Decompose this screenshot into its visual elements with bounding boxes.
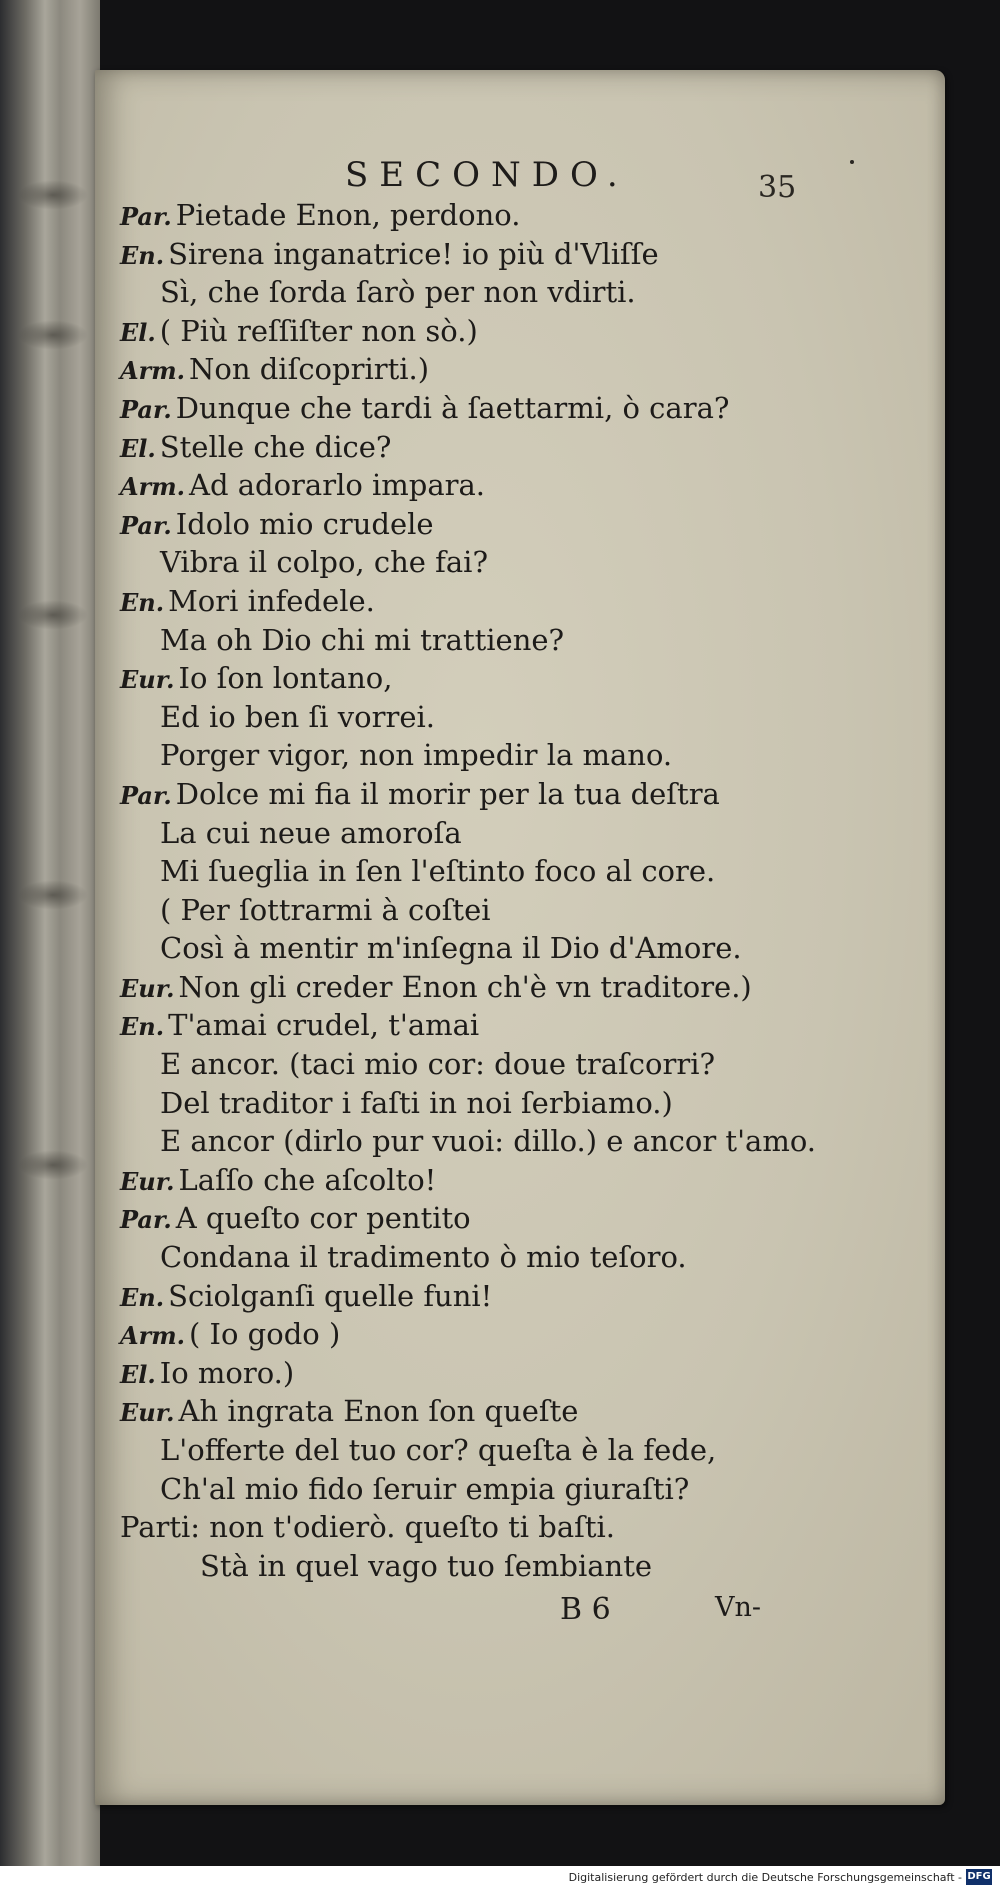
verse-line (120, 428, 840, 467)
verse-text: Ad adorarlo impara. (189, 468, 486, 503)
verse-text: Stelle che dice? (159, 429, 392, 464)
speaker-label: Arm. (120, 356, 186, 386)
verse-text: Così à mentir m'inſegna il Dio d'Amore. (160, 931, 742, 966)
verse-text: Sì, che ſorda ſarò per non vdirti. (160, 275, 636, 310)
verse-line (120, 1161, 840, 1200)
verse-text: Io ſon lontano, (178, 661, 393, 696)
verse-text: Parti: non t'odierò. queſto ti baſti. (120, 1510, 615, 1545)
speaker-label: En. (120, 1012, 165, 1042)
speaker-label: Arm. (120, 1321, 186, 1351)
speaker-label: Par. (120, 202, 172, 231)
verse-text: ( Per ſottrarmi à coſtei (160, 892, 491, 927)
verse-line (120, 659, 840, 698)
verse-text: Laſſo che aſcolto! (178, 1162, 437, 1197)
credit-bar (0, 1866, 1000, 1889)
verse-text: Vibra il colpo, che fai? (160, 545, 488, 580)
verse-text: Io moro.) (159, 1355, 295, 1390)
verse-text: A queſto cor pentito (175, 1201, 471, 1236)
verse-line (120, 1199, 840, 1238)
signature-mark: B 6 (560, 1592, 611, 1627)
text-block (120, 196, 840, 1585)
running-header: SECONDO. (345, 155, 629, 195)
verse-line (120, 1470, 840, 1509)
verse-line (120, 814, 840, 853)
verse-text: T'amai crudel, t'amai (168, 1008, 480, 1043)
credit-text: Digitalisierung gefördert durch die Deutsche Forschungsgemeinschaft - (568, 1871, 962, 1884)
verse-text: Sciolganſi quelle funi! (168, 1278, 493, 1313)
verse-line (120, 1547, 840, 1586)
speaker-label: El. (120, 1359, 156, 1389)
verse-text: Dolce mi fia il morir per la tua deſtra (175, 776, 720, 811)
verse-line (120, 852, 840, 891)
verse-text: Mori infedele. (168, 583, 375, 618)
verse-line (120, 1238, 840, 1277)
verse-line (120, 1392, 840, 1431)
verse-text: Non gli creder Enon ch'è vn traditore.) (178, 969, 752, 1004)
verse-line (120, 235, 840, 274)
verse-text: ( Più reſſiſter non sò.) (159, 313, 478, 348)
verse-text: Non diſcoprirti.) (189, 352, 430, 387)
verse-line (120, 1431, 840, 1470)
verse-line (120, 273, 840, 312)
speaker-label: En. (120, 240, 165, 270)
speaker-label: Eur. (120, 1398, 175, 1428)
verse-line (120, 350, 840, 389)
verse-line (120, 543, 840, 582)
speaker-label: Par. (120, 1205, 172, 1235)
speaker-label: Eur. (120, 665, 175, 695)
speaker-label: Eur. (120, 1166, 175, 1196)
speaker-label: Eur. (120, 973, 175, 1003)
verse-line (120, 1122, 840, 1161)
verse-text: E ancor. (taci mio cor: doue traſcorri? (160, 1047, 716, 1082)
verse-text: Dunque che tardi à ſaettarmi, ò cara? (175, 390, 730, 425)
verse-text: Porger vigor, non impedir la mano. (160, 738, 673, 773)
verse-line (120, 891, 840, 930)
verse-text: ( Io godo ) (189, 1317, 341, 1352)
verse-line (120, 929, 840, 968)
verse-line (120, 621, 840, 660)
verse-line (120, 698, 840, 737)
verse-text: Idolo mio crudele (175, 506, 434, 541)
verse-line (120, 1315, 840, 1354)
verse-line (120, 775, 840, 814)
verse-text: Ah ingrata Enon ſon queſte (178, 1394, 579, 1429)
verse-text: Ch'al mio fido ſeruir empia giuraſti? (160, 1471, 690, 1506)
verse-text: Sirena inganatrice! io più d'Vliſſe (168, 236, 659, 271)
verse-text: Ma oh Dio chi mi trattiene? (160, 622, 565, 657)
speaker-label: Par. (120, 780, 172, 810)
verse-line (120, 466, 840, 505)
speaker-label: Par. (120, 394, 172, 424)
speaker-label: En. (120, 587, 165, 617)
verse-line (120, 389, 840, 428)
book-edge (0, 0, 100, 1866)
verse-text: Del traditor i faſti in noi ſerbiamo.) (160, 1085, 673, 1120)
verse-text: Ed io ben ſi vorrei. (160, 699, 435, 734)
verse-text: L'offerte del tuo cor? queſta è la fede, (160, 1433, 717, 1467)
verse-text: E ancor (dirlo pur vuoi: dillo.) e ancor t'amo. (160, 1124, 817, 1159)
verse-text: Pietade Enon, perdono. (175, 198, 521, 232)
verse-text: Condana il tradimento ò mio teſoro. (160, 1240, 687, 1275)
ink-dot (850, 160, 854, 164)
speaker-label: Par. (120, 510, 172, 540)
speaker-label: El. (120, 317, 156, 347)
verse-line (120, 312, 840, 351)
verse-line (120, 505, 840, 544)
speaker-label: En. (120, 1282, 165, 1312)
verse-line (120, 196, 840, 235)
verse-line (120, 1084, 840, 1123)
speaker-label: Arm. (120, 472, 186, 502)
verse-line (120, 582, 840, 621)
verse-line (120, 968, 840, 1007)
catchword: Vn- (715, 1592, 762, 1623)
speaker-label: El. (120, 433, 156, 463)
verse-line (120, 1045, 840, 1084)
verse-text: La cui neue amoroſa (160, 815, 462, 850)
verse-text: Mi ſueglia in ſen l'eſtinto foco al core. (160, 854, 716, 889)
verse-line (120, 1277, 840, 1316)
verse-text: Stà in quel vago tuo ſembiante (200, 1548, 653, 1583)
page-number: 35 (758, 170, 797, 205)
verse-line (120, 1006, 840, 1045)
dfg-logo: DFG (966, 1869, 992, 1885)
verse-line (120, 1508, 840, 1547)
verse-line (120, 736, 840, 775)
verse-line (120, 1354, 840, 1393)
